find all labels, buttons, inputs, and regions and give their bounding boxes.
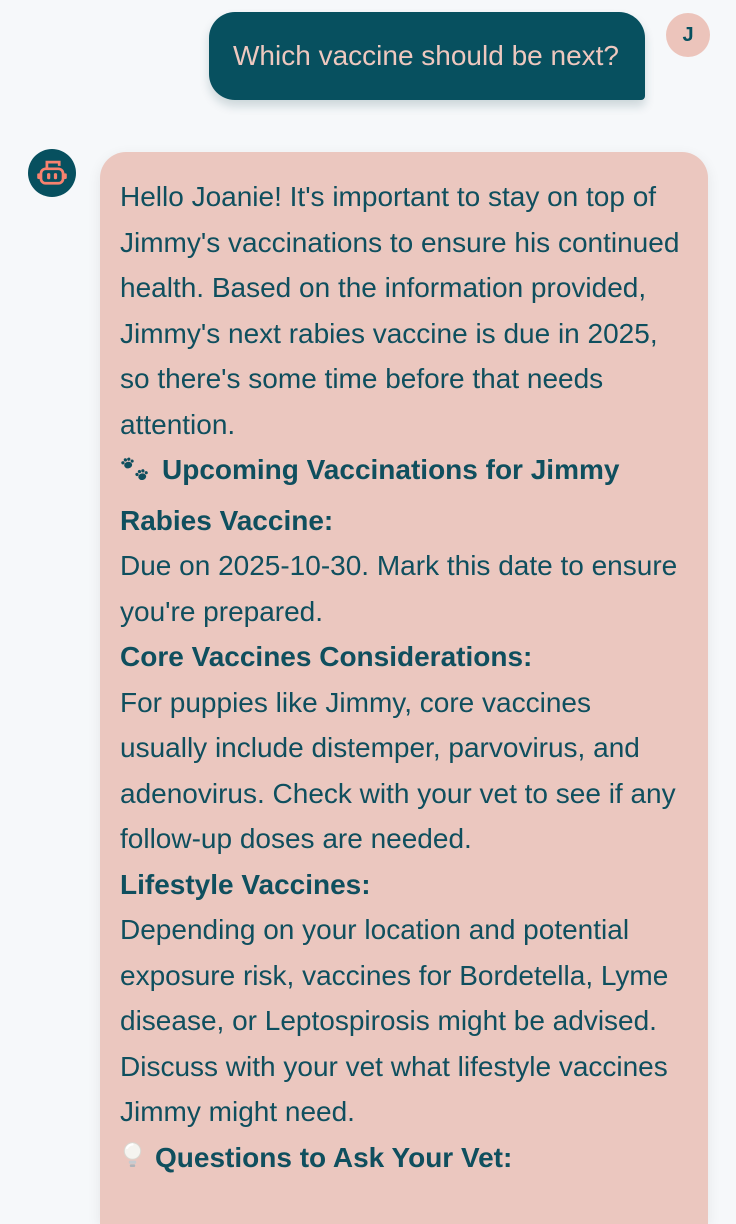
robot-icon (35, 158, 69, 189)
bot-avatar (28, 149, 76, 197)
bot-paragraph-intro: Hello Joanie! It's important to stay on top of Jimmy's vaccinations to ensure his continued health. Based on the information provided, Jimmy's next rabies vaccine is due in 2025, so there's some time before that needs attention. (120, 181, 680, 440)
user-message-text: Which vaccine should be next? (233, 40, 619, 71)
bot-message-row (0, 149, 736, 1224)
section-heading-questions-for-vet: Questions to Ask Your Vet: (120, 1135, 680, 1185)
paw-prints-icon (120, 452, 153, 498)
lightbulb-icon (122, 1139, 143, 1185)
bot-paragraph-lifestyle-vaccines: Depending on your location and potential exposure risk, vaccines for Bordetella, Lyme disease, or Leptospirosis might be advised. Discuss with your vet what lifestyle vaccines Jimmy might need. (120, 914, 669, 1127)
user-avatar-initial: J (682, 23, 694, 46)
section-heading-rabies-vaccine: Rabies Vaccine: (120, 504, 334, 536)
user-message-row (0, 0, 736, 100)
bot-paragraph-core-vaccines: For puppies like Jimmy, core vaccines usually include distemper, parvovirus, and adenovirus. Check with your vet to see if any follow-up doses are needed. (120, 686, 676, 854)
bot-paragraph-rabies-due: Due on 2025-10-30. Mark this date to ensure you're prepared. (120, 550, 678, 627)
user-avatar (666, 13, 710, 57)
bot-message-bubble (100, 152, 708, 1224)
section-heading-core-vaccines: Core Vaccines Considerations: (120, 641, 533, 672)
user-message-bubble (209, 12, 645, 100)
section-heading-upcoming-vaccinations: Upcoming Vaccinations for Jimmy (120, 447, 680, 498)
section-heading-lifestyle-vaccines: Lifestyle Vaccines: (120, 868, 371, 900)
